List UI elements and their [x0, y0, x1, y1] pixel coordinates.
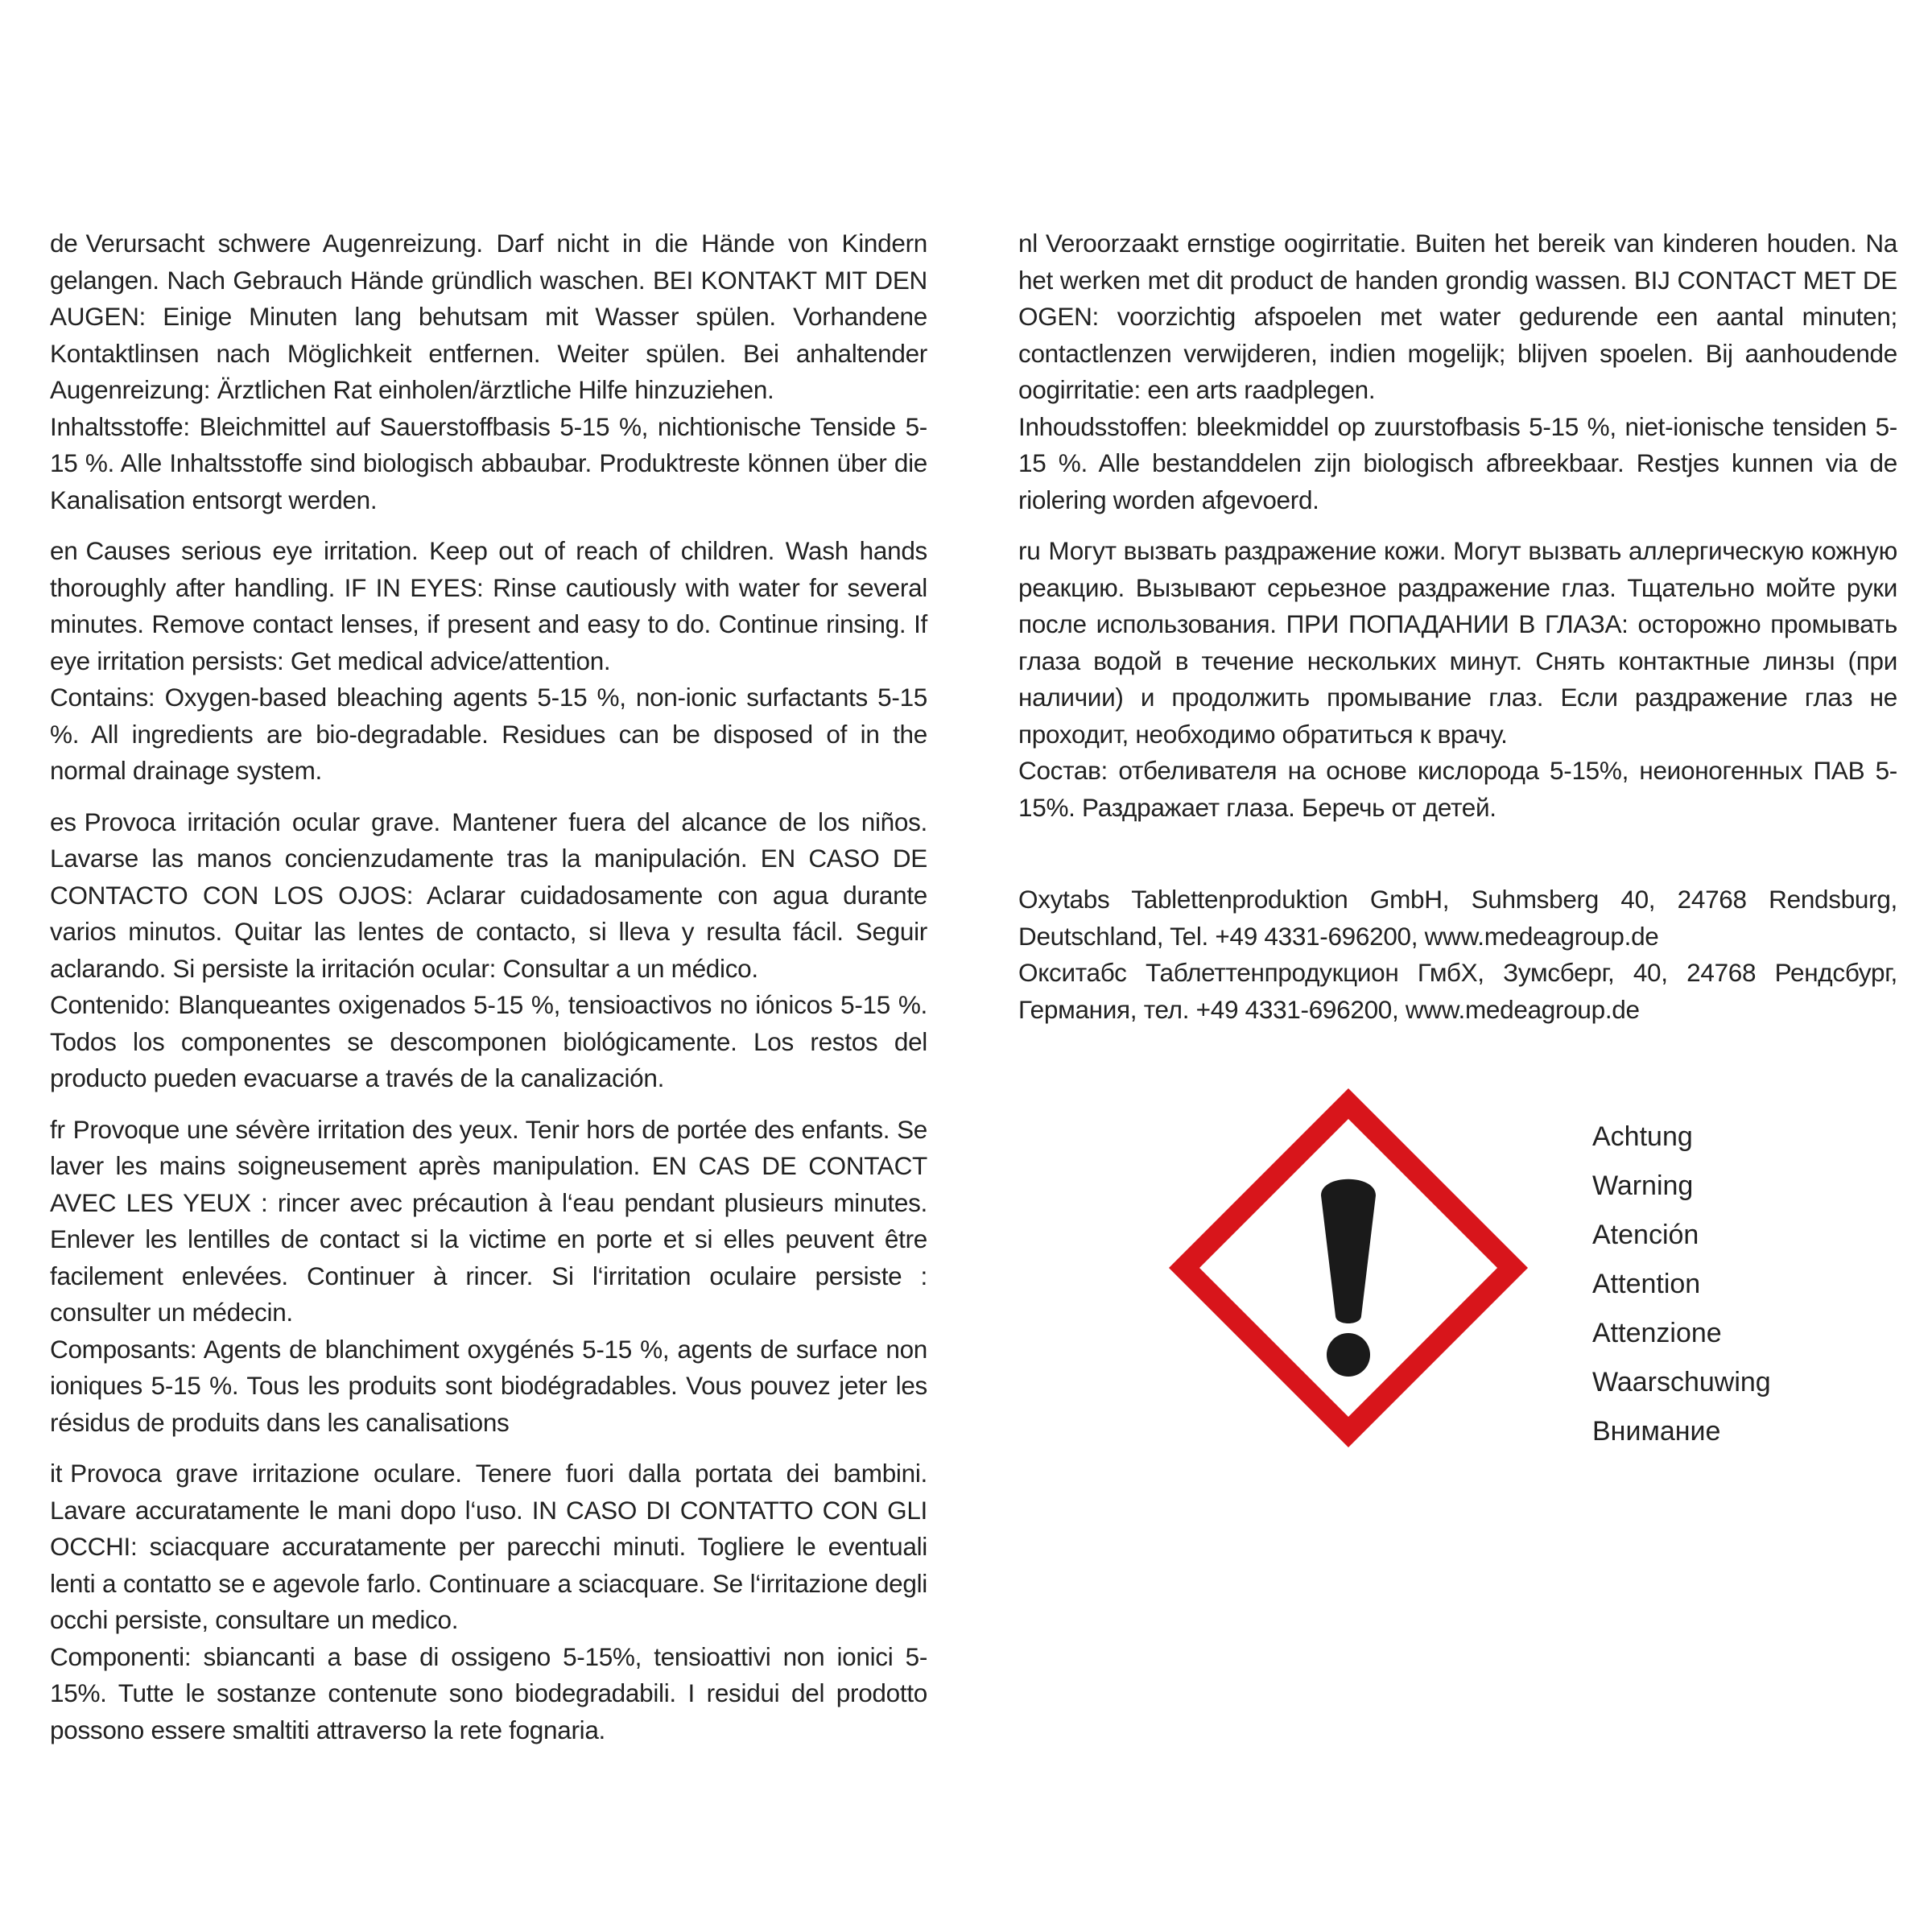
language-code-it: it: [50, 1459, 63, 1488]
contents-text-fr: Agents de blanchiment oxygénés 5-15 %, agents de surface non ioniques 5-15 %. Tous les produits sont biodégradables. Vous pouvez jeter les résidus de produits dans les canalisations: [50, 1334, 928, 1437]
manufacturer-address: [1018, 881, 1897, 1028]
signal-word-de: Achtung: [1592, 1121, 1693, 1152]
contents-label-es: Contenido:: [50, 990, 171, 1019]
contents-label-nl: Inhoudsstoffen:: [1018, 411, 1188, 441]
contents-paragraph-ru: [1018, 753, 1897, 826]
contents-text-de: Bleichmittel auf Sauerstoffbasis 5-15 %, nichtionische Tenside 5-15 %. Alle Inhaltsstoffe sind biologisch abbaubar. Produktreste können über die Kanalisation entsorgt werden.: [50, 411, 927, 514]
ghs-hazard-pictogram: [1159, 1079, 1538, 1457]
hazard-text-en: Causes serious eye irritation. Keep out of reach of children. Wash hands thoroughly after handling. IF IN EYES: Rinse cautiously with water for several minutes. Remove contact lenses, if present and easy to do. Continue rinsing. If eye irritation persists: Get medical advice/attention.: [50, 536, 927, 675]
contents-label-en: Contains:: [50, 683, 155, 712]
contents-label-de: Inhaltsstoffe:: [50, 411, 190, 441]
section-nl: [1018, 225, 1897, 518]
signal-word-ru: Внимание: [1592, 1416, 1721, 1447]
hazard-text-nl: Veroorzaakt ernstige oogirritatie. Buiten het bereik van kinderen houden. Na het werken met dit product de handen grondig wassen. BIJ CONTACT MET DE OGEN: voorzichtig afspoelen met water gedurende een aantal minuten; contactlenzen verwijderen, indien mogelijk; blijven spoelen. Bij aanhoudende oogirritatie: een arts raadplegen.: [1018, 229, 1897, 404]
right-text-column: [1018, 225, 1897, 840]
contents-text-nl: bleekmiddel op zuurstofbasis 5-15 %, niet-ionische tensiden 5-15 %. Alle bestanddelen zijn biologisch afbreekbaar. Restjes kunnen via de riolering worden afgevoerd.: [1018, 411, 1897, 514]
section-de: [50, 225, 927, 518]
section-ru: [1018, 533, 1897, 826]
hazard-paragraph-es: [50, 804, 927, 988]
exclamation-dot: [1327, 1333, 1370, 1377]
contents-paragraph-en: [50, 679, 927, 790]
contents-label-fr: Composants:: [50, 1334, 197, 1364]
signal-word-nl: Waarschuwing: [1592, 1367, 1771, 1397]
contents-text-en: Oxygen-based bleaching agents 5-15 %, non-ionic surfactants 5-15 %. All ingredients are bio-degradable. Residues can be disposed of in the normal drainage system.: [50, 683, 928, 785]
contents-label-it: Componenti:: [50, 1641, 192, 1671]
signal-word-es: Atención: [1592, 1220, 1699, 1250]
contents-paragraph-it: [50, 1639, 927, 1749]
contents-paragraph-fr: [50, 1331, 927, 1442]
language-code-de: de: [50, 229, 78, 258]
section-it: [50, 1455, 927, 1748]
hazard-paragraph-fr: [50, 1112, 927, 1331]
contents-paragraph-nl: [1018, 409, 1897, 519]
hazard-paragraph-ru: [1018, 533, 1897, 753]
section-en: [50, 533, 927, 790]
signal-word-list: [1592, 1113, 1771, 1456]
hazard-paragraph-nl: [1018, 225, 1897, 409]
hazard-paragraph-de: [50, 225, 927, 409]
signal-word-en: Warning: [1592, 1170, 1694, 1201]
hazard-text-it: Provoca grave irritazione oculare. Tenere fuori dalla portata dei bambini. Lavare accuratamente le mani dopo l‘uso. IN CASO DI CONTATTO CON GLI OCCHI: sciacquare accuratamente per parecchi minuti. Togliere le eventuali lenti a contatto se e agevole farlo. Continuare a sciacquare. Se l‘irritazione degli occhi persiste, consultare un medico.: [50, 1459, 927, 1634]
contents-paragraph-de: [50, 409, 927, 519]
hazard-text-es: Provoca irritación ocular grave. Mantener fuera del alcance de los niños. Lavarse las manos concienzudamente tras la manipulación. EN CASO DE CONTACTO CON LOS OJOS: Aclarar cuidadosamente con agua durante varios minutos. Quitar las lentes de contacto, si lleva y resulta fácil. Seguir aclarando. Si persiste la irritación ocular: Consultar a un médico.: [50, 807, 927, 983]
hazard-paragraph-it: [50, 1455, 927, 1639]
section-fr: [50, 1112, 927, 1442]
exclamation-mark-hazard-icon: [1159, 1079, 1538, 1457]
contents-text-it: sbiancanti a base di ossigeno 5-15%, tensioattivi non ionici 5-15%. Tutte le sostanze contenute sono biodegradabili. I residui del prodotto possono essere smaltiti attraverso la rete fognaria.: [50, 1641, 928, 1744]
signal-word-fr: Attention: [1592, 1269, 1701, 1299]
hazard-text-ru: Могут вызвать раздражение кожи. Могут вызвать аллергическую кожную реакцию. Вызывают серьезное раздражение глаз. Тщательно мойте руки после использования. ПРИ ПОПАДАНИИ В ГЛАЗА: осторожно промывать глаза водой в течение нескольких минут. Снять контактные линзы (при наличии) и продолжить промывание глаз. Если раздражение глаз не проходит, необходимо обратиться к врачу.: [1018, 536, 1897, 749]
language-code-en: en: [50, 536, 78, 565]
contents-text-es: Blanqueantes oxigenados 5-15 %, tensioactivos no iónicos 5-15 %. Todos los componentes se descomponen biológicamente. Los restos del producto pueden evacuarse a través de la canalización.: [50, 990, 927, 1092]
language-code-fr: fr: [50, 1114, 65, 1144]
manufacturer-address-ru: Окситабс Таблеттенпродукцион ГмбХ, Зумсберг, 40, 24768 Рендсбург, Германия, тел. +49 4331-696200, www.medeagroup.de: [1018, 958, 1897, 1024]
manufacturer-address-de: Oxytabs Tablettenproduktion GmbH, Suhmsberg 40, 24768 Rendsburg, Deutschland, Tel. +49 4331-696200, www.medeagroup.de: [1018, 885, 1897, 951]
contents-paragraph-es: [50, 987, 927, 1097]
hazard-text-de: Verursacht schwere Augenreizung. Darf nicht in die Hände von Kindern gelangen. Nach Gebrauch Hände gründlich waschen. BEI KONTAKT MIT DEN AUGEN: Einige Minuten lang behutsam mit Wasser spülen. Vorhandene Kontaktlinsen nach Möglichkeit entfernen. Weiter spülen. Bei anhaltender Augenreizung: Ärztlichen Rat einholen/ärztliche Hilfe hinzuziehen.: [50, 229, 927, 404]
signal-word-it: Attenzione: [1592, 1318, 1722, 1348]
language-code-ru: ru: [1018, 536, 1041, 565]
section-es: [50, 804, 927, 1097]
hazard-paragraph-en: [50, 533, 927, 679]
language-code-es: es: [50, 807, 76, 836]
contents-text-ru: отбеливателя на основе кислорода 5-15%, неионогенных ПАВ 5-15%. Раздражает глаза. Беречь от детей.: [1018, 756, 1897, 822]
contents-label-ru: Состав:: [1018, 756, 1108, 785]
language-code-nl: nl: [1018, 229, 1038, 258]
hazard-text-fr: Provoque une sévère irritation des yeux. Tenir hors de portée des enfants. Se laver les mains soigneusement après manipulation. EN CAS DE CONTACT AVEC LES YEUX : rincer avec précaution à l‘eau pendant plusieurs minutes. Enlever les lentilles de contact si la victime en porte et si elles peuvent être facilement enlevées. Continuer à rincer. Si l‘irritation oculaire persiste : consulter un médecin.: [50, 1114, 927, 1327]
left-text-column: [50, 225, 927, 1763]
